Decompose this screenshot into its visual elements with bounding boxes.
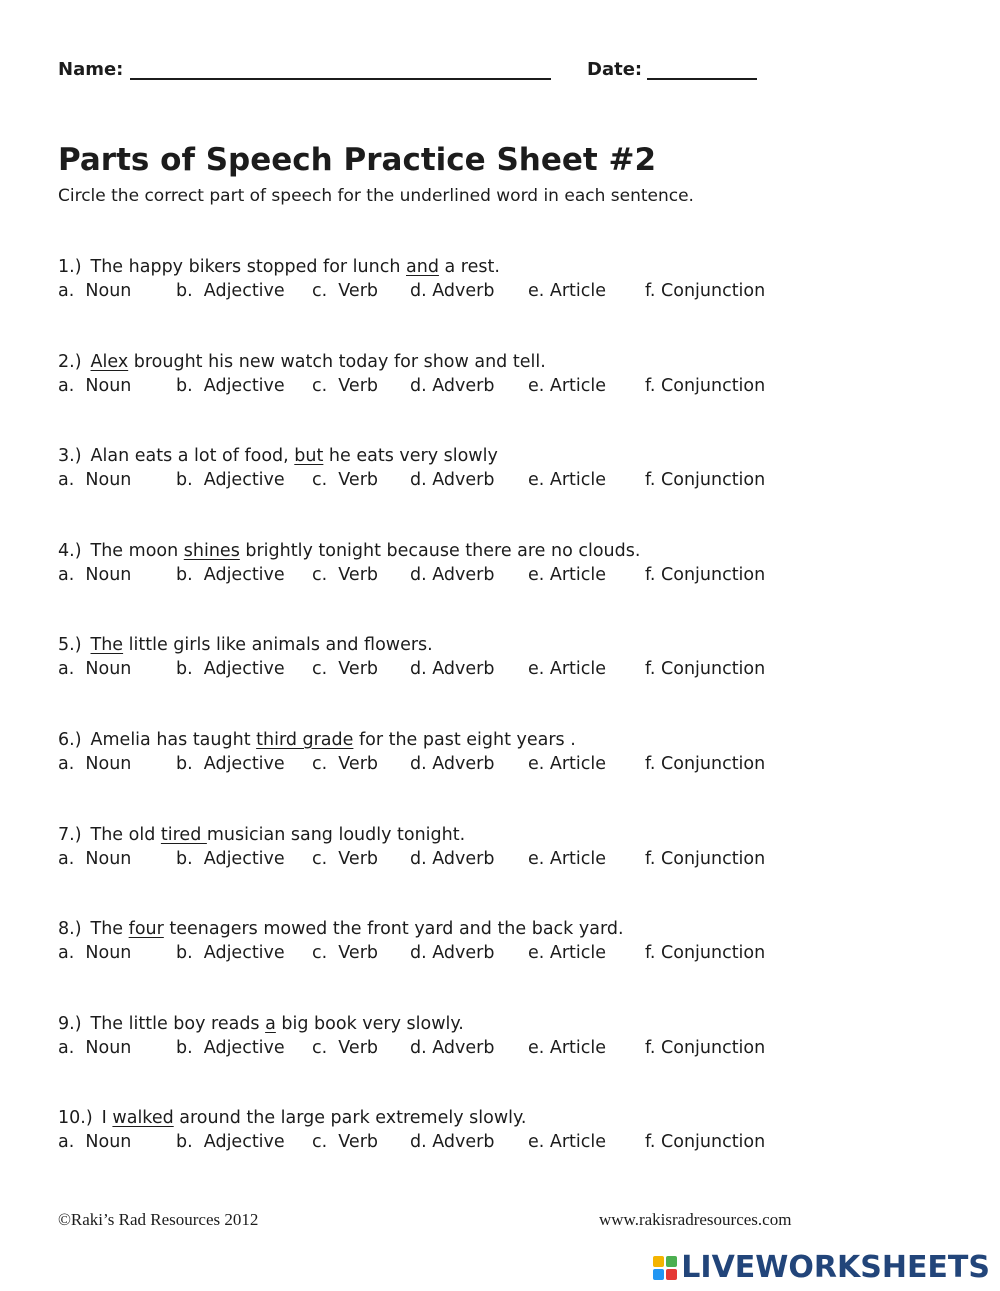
answer-option[interactable]: d. Adverb	[410, 470, 495, 491]
question-text-before: The happy bikers stopped for lunch	[90, 257, 407, 277]
answer-option[interactable]: c. Verb	[312, 754, 378, 774]
answer-option[interactable]: c. Verb	[312, 281, 378, 301]
question-text-after: teenagers mowed the front yard and the back yard.	[163, 919, 624, 940]
answer-option[interactable]: a. Noun	[58, 848, 132, 869]
question-2	[58, 352, 546, 372]
answer-option[interactable]: b. Adjective	[176, 754, 285, 774]
answer-option[interactable]: d. Adverb	[410, 375, 495, 396]
question-number: 9.)	[58, 1013, 82, 1034]
answer-option[interactable]: b. Adjective	[176, 281, 285, 301]
underlined-word: four	[128, 919, 164, 940]
question-8	[58, 919, 624, 939]
question-text-before: The old	[90, 824, 161, 845]
question-text-after: musician sang loudly tonight.	[206, 824, 466, 845]
answer-option[interactable]: e. Article	[528, 1037, 607, 1058]
question-number: 1.)	[58, 257, 82, 277]
answer-option[interactable]: a. Noun	[58, 1037, 132, 1058]
answer-option[interactable]: c. Verb	[312, 1037, 378, 1058]
question-text-after: big book very slowly.	[275, 1013, 464, 1034]
question-number: 8.)	[58, 919, 82, 940]
brand-name: LIVEWORKSHEETS	[681, 1250, 990, 1285]
question-4	[58, 541, 640, 561]
question-6	[58, 730, 576, 750]
underlined-word: and	[406, 257, 439, 277]
page-title: Parts of Speech Practice Sheet #2	[58, 142, 657, 178]
question-text-before: The	[90, 919, 129, 940]
underlined-word: walked	[112, 1108, 174, 1129]
answer-option[interactable]: c. Verb	[312, 470, 378, 491]
name-field[interactable]	[130, 78, 551, 80]
underlined-word: The	[90, 635, 124, 656]
liveworksheets-brand	[653, 1250, 990, 1285]
question-number: 5.)	[58, 635, 82, 656]
question-text-after: he eats very slowly	[323, 446, 498, 467]
answer-option[interactable]: d. Adverb	[410, 281, 495, 301]
answer-option[interactable]: b. Adjective	[176, 1132, 285, 1153]
answer-option[interactable]: b. Adjective	[176, 659, 285, 680]
underlined-word: but	[294, 446, 324, 467]
answer-option[interactable]: b. Adjective	[176, 564, 285, 585]
instructions: Circle the correct part of speech for the underlined word in each sentence.	[58, 186, 694, 206]
answer-option[interactable]: a. Noun	[58, 375, 132, 396]
answer-option[interactable]: b. Adjective	[176, 943, 285, 964]
question-10	[58, 1108, 526, 1128]
answer-option[interactable]: e. Article	[528, 564, 607, 585]
answer-option[interactable]: f. Conjunction	[645, 281, 766, 301]
answer-option[interactable]: f. Conjunction	[645, 754, 766, 774]
answer-option[interactable]: e. Article	[528, 659, 607, 680]
question-number: 7.)	[58, 824, 82, 845]
answer-option[interactable]: a. Noun	[58, 754, 132, 774]
question-number: 10.)	[58, 1108, 93, 1129]
answer-option[interactable]: a. Noun	[58, 659, 132, 680]
question-text-after: brightly tonight because there are no clouds.	[239, 540, 641, 561]
question-text-after: a rest.	[438, 257, 500, 277]
answer-option[interactable]: c. Verb	[312, 564, 378, 585]
liveworksheets-logo-icon	[653, 1256, 677, 1280]
question-text-before: I	[101, 1108, 113, 1129]
underlined-word: third grade	[256, 730, 354, 750]
name-label: Name:	[58, 59, 124, 80]
answer-option[interactable]: d. Adverb	[410, 564, 495, 585]
answer-option[interactable]: c. Verb	[312, 375, 378, 396]
answer-option[interactable]: d. Adverb	[410, 659, 495, 680]
answer-option[interactable]: a. Noun	[58, 943, 132, 964]
answer-option[interactable]: a. Noun	[58, 1132, 132, 1153]
answer-option[interactable]: a. Noun	[58, 564, 132, 585]
answer-option[interactable]: e. Article	[528, 470, 607, 491]
answer-option[interactable]: e. Article	[528, 1132, 607, 1153]
answer-option[interactable]: f. Conjunction	[645, 848, 766, 869]
question-5	[58, 635, 433, 655]
question-1	[58, 257, 500, 277]
answer-option[interactable]: b. Adjective	[176, 470, 285, 491]
answer-option[interactable]: d. Adverb	[410, 943, 495, 964]
question-number: 2.)	[58, 351, 82, 372]
answer-option[interactable]: f. Conjunction	[645, 564, 766, 585]
answer-option[interactable]: a. Noun	[58, 470, 132, 491]
question-number: 4.)	[58, 540, 82, 561]
question-number: 3.)	[58, 446, 82, 467]
question-3	[58, 446, 498, 466]
answer-option[interactable]: f. Conjunction	[645, 1037, 766, 1058]
answer-option[interactable]: c. Verb	[312, 1132, 378, 1153]
answer-option[interactable]: c. Verb	[312, 659, 378, 680]
underlined-word: Alex	[90, 351, 129, 372]
answer-option[interactable]: c. Verb	[312, 848, 378, 869]
date-label: Date:	[587, 59, 643, 80]
question-7	[58, 825, 465, 845]
question-text-before: The little boy reads	[90, 1013, 266, 1034]
underlined-word: a	[265, 1013, 276, 1034]
answer-option[interactable]: e. Article	[528, 943, 607, 964]
answer-option[interactable]: d. Adverb	[410, 1132, 495, 1153]
answer-option[interactable]: e. Article	[528, 754, 607, 774]
question-9	[58, 1014, 464, 1034]
answer-option[interactable]: f. Conjunction	[645, 943, 766, 964]
answer-option[interactable]: f. Conjunction	[645, 470, 766, 491]
answer-option[interactable]: d. Adverb	[410, 754, 495, 774]
date-field[interactable]	[647, 78, 757, 80]
website-link[interactable]: www.rakisradresources.com	[599, 1210, 792, 1229]
question-text-after: around the large park extremely slowly.	[173, 1108, 527, 1129]
answer-option[interactable]: f. Conjunction	[645, 1132, 766, 1153]
answer-option[interactable]: a. Noun	[58, 281, 132, 301]
underlined-word: tired	[160, 824, 207, 845]
question-number: 6.)	[58, 730, 82, 750]
answer-option[interactable]: e. Article	[528, 848, 607, 869]
answer-option[interactable]: f. Conjunction	[645, 375, 766, 396]
answer-option[interactable]: e. Article	[528, 281, 607, 301]
answer-option[interactable]: e. Article	[528, 375, 607, 396]
question-text-after: for the past eight years .	[353, 730, 576, 750]
underlined-word: shines	[183, 540, 240, 561]
answer-option[interactable]: b. Adjective	[176, 848, 285, 869]
answer-option[interactable]: b. Adjective	[176, 375, 285, 396]
answer-option[interactable]: d. Adverb	[410, 1037, 495, 1058]
question-text-after: little girls like animals and flowers.	[123, 635, 433, 656]
answer-option[interactable]: f. Conjunction	[645, 659, 766, 680]
answer-option[interactable]: b. Adjective	[176, 1037, 285, 1058]
question-text-before: Amelia has taught	[90, 730, 257, 750]
copyright: ©Raki’s Rad Resources 2012	[58, 1210, 259, 1229]
question-text-before: Alan eats a lot of food,	[90, 446, 295, 467]
question-text-before: The moon	[90, 540, 184, 561]
answer-option[interactable]: c. Verb	[312, 943, 378, 964]
answer-option[interactable]: d. Adverb	[410, 848, 495, 869]
question-text-after: brought his new watch today for show and tell.	[128, 351, 546, 372]
